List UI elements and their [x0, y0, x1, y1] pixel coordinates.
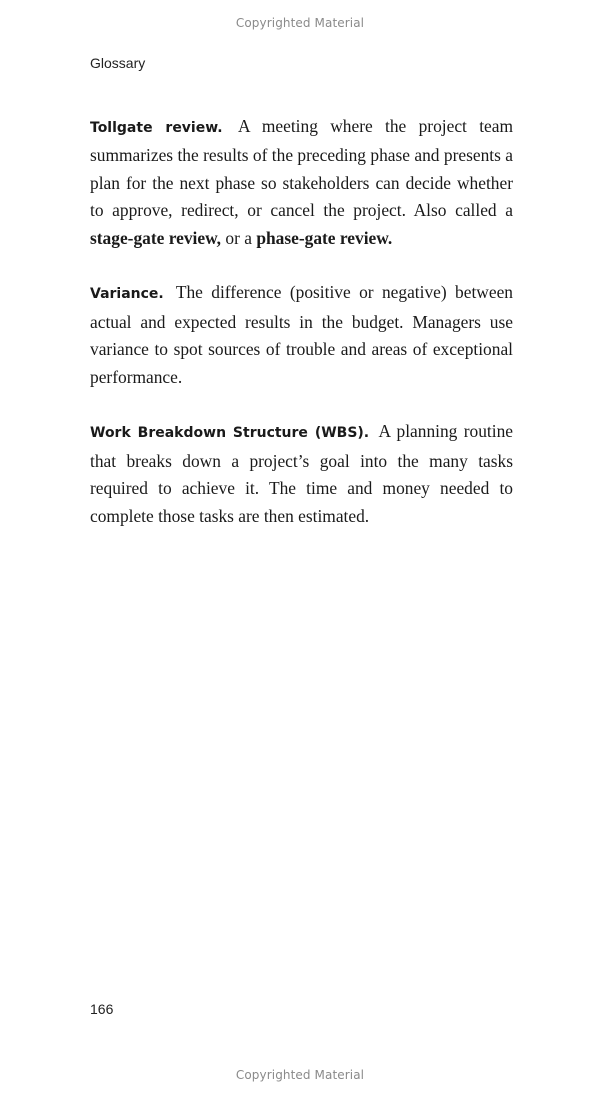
copyright-watermark-bottom: Copyrighted Material [235, 1068, 365, 1082]
glossary-term: Work Breakdown Structure (WBS). [90, 425, 370, 442]
glossary-entry-wbs [90, 418, 513, 530]
glossary-list [90, 113, 513, 557]
glossary-definition: A planning routine that breaks down a project’s goal into the many tasks required to achieve it. The time and money needed to complete those tasks are then estimated. [90, 421, 513, 526]
page-number: 166 [90, 1001, 114, 1017]
glossary-term: Tollgate review. [90, 120, 223, 136]
running-head: Glossary [90, 55, 146, 71]
copyright-watermark-top: Copyrighted Material [235, 16, 365, 30]
glossary-entry-tollgate-review [90, 113, 513, 252]
glossary-term: Variance. [90, 286, 164, 303]
glossary-connector: or a [225, 227, 252, 248]
glossary-alt-term: stage-gate review, [90, 227, 222, 248]
glossary-alt-term: phase-gate review. [256, 227, 393, 248]
glossary-definition: The difference (positive or negative) between actual and expected results in the budget. Managers use variance to spot sources of trouble and areas of exceptional performance. [90, 282, 513, 387]
glossary-entry-variance [90, 279, 513, 391]
glossary-definition: A meeting where the project team summarizes the results of the preceding phase and presents a plan for the next phase so stakeholders can decide whether to approve, redirect, or cancel the project. Also called a [90, 116, 513, 221]
